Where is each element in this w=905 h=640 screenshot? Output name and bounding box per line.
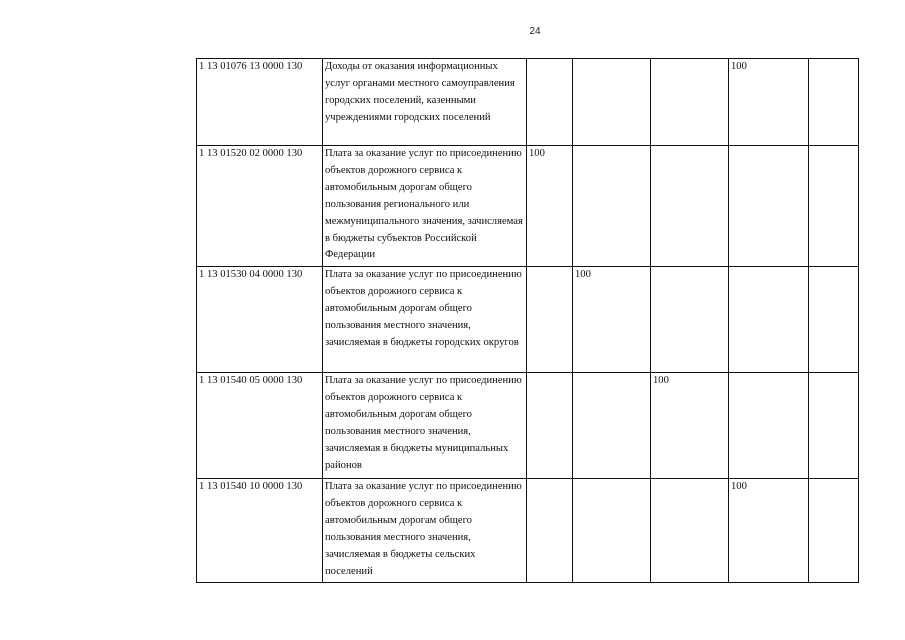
percent-cell <box>809 373 859 479</box>
percent-cell: 100 <box>573 267 651 373</box>
table-row <box>197 146 859 267</box>
percent-cell <box>573 59 651 146</box>
page-number: 24 <box>529 26 541 37</box>
revenue-code-cell: 1 13 01520 02 0000 130 <box>197 146 323 267</box>
revenue-name-cell: Плата за оказание услуг по присоединению объектов дорожного сервиса к автомобильным дорогам общего пользования местного значения, зачисляемая в бюджеты городских округов <box>323 267 527 373</box>
revenue-name-cell: Доходы от оказания информационных услуг органами местного самоуправления городских поселений, казенными учреждениями городских поселений <box>323 59 527 146</box>
percent-cell <box>651 479 729 583</box>
percent-cell <box>527 267 573 373</box>
percent-cell <box>809 479 859 583</box>
percent-cell <box>729 146 809 267</box>
table-row <box>197 479 859 583</box>
percent-cell: 100 <box>527 146 573 267</box>
percent-cell <box>729 267 809 373</box>
revenue-name-cell: Плата за оказание услуг по присоединению объектов дорожного сервиса к автомобильным дорогам общего пользования регионального или межмуниципального значения, зачисляемая в бюджеты субъектов Российской Федерации <box>323 146 527 267</box>
revenue-name-cell: Плата за оказание услуг по присоединению объектов дорожного сервиса к автомобильным дорогам общего пользования местного значения, зачисляемая в бюджеты сельских поселений <box>323 479 527 583</box>
percent-cell <box>573 479 651 583</box>
percent-cell <box>809 267 859 373</box>
percent-cell <box>527 59 573 146</box>
percent-cell <box>651 59 729 146</box>
percent-cell <box>527 479 573 583</box>
percent-cell <box>527 373 573 479</box>
percent-cell: 100 <box>729 59 809 146</box>
percent-cell <box>729 373 809 479</box>
table-row <box>197 373 859 479</box>
percent-cell: 100 <box>651 373 729 479</box>
table-row <box>197 59 859 146</box>
percent-cell: 100 <box>729 479 809 583</box>
percent-cell <box>651 267 729 373</box>
table-row <box>197 267 859 373</box>
percent-cell <box>809 146 859 267</box>
revenue-name-cell: Плата за оказание услуг по присоединению объектов дорожного сервиса к автомобильным дорогам общего пользования местного значения, зачисляемая в бюджеты муниципальных районов <box>323 373 527 479</box>
percent-cell <box>651 146 729 267</box>
revenue-code-cell: 1 13 01540 05 0000 130 <box>197 373 323 479</box>
revenue-classification-table <box>196 58 859 583</box>
revenue-code-cell: 1 13 01076 13 0000 130 <box>197 59 323 146</box>
revenue-code-cell: 1 13 01530 04 0000 130 <box>197 267 323 373</box>
percent-cell <box>573 146 651 267</box>
revenue-code-cell: 1 13 01540 10 0000 130 <box>197 479 323 583</box>
percent-cell <box>573 373 651 479</box>
percent-cell <box>809 59 859 146</box>
